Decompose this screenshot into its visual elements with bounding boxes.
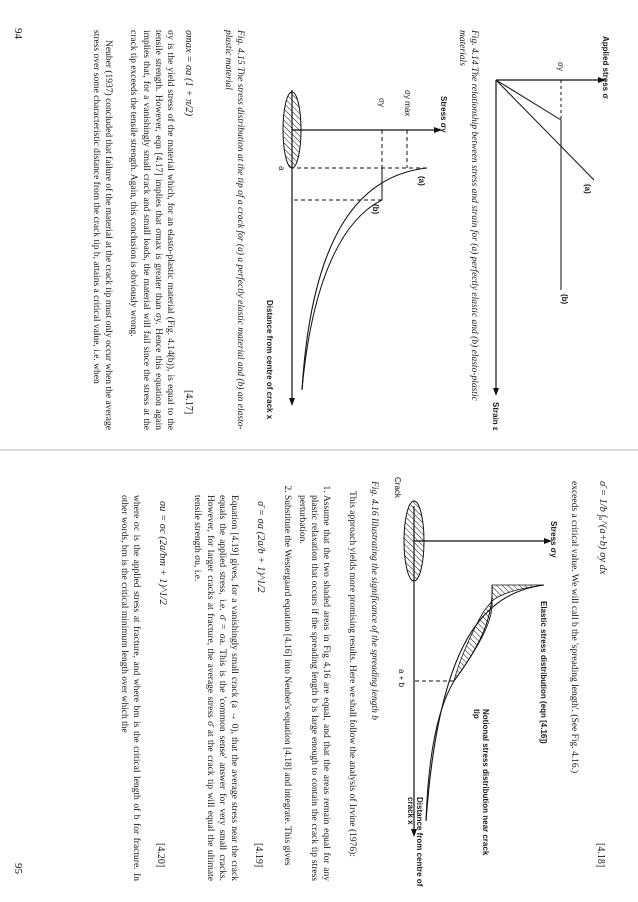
fig416-y-axis-label: Stress σy	[549, 521, 558, 558]
fig414-y-axis-label: Applied stress σ	[601, 36, 610, 99]
eq420: σu = σc (2a/bm + 1)^1/2	[157, 501, 168, 605]
fig416-shaded-a	[492, 585, 544, 601]
fig415-caption: Fig. 4.15 The stress distribution at the tip of a crack for (a) a perfectly elastic material and (b) an elasto-plastic material	[223, 30, 245, 430]
left-para2: Neuber (1937) concluded that failure of the material at the crack tip must only occur when the average stress over some characteristic distance from the crack tip b, attains a critical value, i.e. when	[90, 30, 113, 430]
fig416-crack-label: Crack	[393, 477, 402, 498]
fig415-a-tick: a	[277, 166, 286, 171]
fig416-x-axis-label: Distance from centre of crack x	[406, 797, 424, 887]
fig415-crack	[283, 92, 301, 168]
left-para1: σy is the yield stress of the material which, for an elasto-plastic material (Fig. 4.14(b)), is equal to the tensile strength. However, eqn [4.17] implies that σmax is greater than σy. Hence this equation again implies that, for a vanishingly small crack and small loads, the material will fail since the stress at the crack tip exceeds the tensile strength. Again, this conclusion is obviously wrong.	[128, 30, 175, 430]
right-page	[0, 451, 638, 902]
fig415-diagram	[272, 80, 442, 440]
fig414-line-b	[496, 80, 561, 290]
fig415-y-axis-label: Stress σy	[439, 96, 448, 133]
fig414-line-a	[496, 80, 594, 180]
fig416-notional-label: Notional stress distribution near crack tip	[472, 709, 490, 856]
fig415-curve-a	[302, 168, 427, 390]
fig415-b-label: (b)	[371, 204, 380, 215]
fig415-x-arrow	[289, 398, 295, 406]
fig416-caption: Fig. 4.16 Illustrating the significance of the spreading length b	[369, 481, 379, 720]
fig416-crack	[404, 501, 424, 581]
fig415-x-axis-label: Distance from centre of crack x	[265, 300, 274, 420]
fig414-sigma-y-label: σy	[556, 62, 565, 71]
step-2: 2. Substitute the Westergaard equation [4.16] into Neuber's equation [4.18] and integrate. This gives	[281, 495, 293, 881]
eq419-number: [4.19]	[253, 843, 264, 868]
right-para1: exceeds a critical value. We will call b the 'spreading length'. (See Fig. 4.16.)	[569, 481, 579, 774]
step-1: 1. Assume that the two shaded areas in Fig 4.16 are equal, and that the areas remain equal for any plastic relaxation that occurs if the spreading length b is large enough to contain the crack tip stress perturbation.	[295, 495, 332, 881]
fig414-diagram	[476, 60, 606, 460]
fig415-sigma-max-label: σy max	[403, 90, 412, 117]
fig416-elastic-label: Elastic stress distribution (eqn [4.16])	[539, 601, 548, 744]
fig414-b-label: (b)	[560, 294, 569, 305]
eq417-number: [4.17]	[183, 390, 194, 415]
fig414-x-axis-label: Strain ε	[491, 402, 500, 431]
right-para2: This approach yields more promising results. Here we shall follow the analysis of Irvine (1976):	[347, 491, 357, 857]
fig416-shaded-b	[454, 601, 492, 681]
left-page-number: 94	[12, 28, 24, 39]
fig414-x-arrow	[493, 388, 499, 396]
fig414-a-label: (a)	[583, 184, 592, 194]
steps-list	[281, 481, 332, 881]
eq418-number: [4.18]	[595, 843, 606, 868]
eq417: σmax = σa (1 + π/2)	[183, 30, 194, 117]
eq418: σ̄ = 1/b ∫ₐ^(a+b) σy dx	[597, 481, 608, 575]
eq420-number: [4.20]	[155, 843, 166, 868]
fig415-a-label: (a)	[417, 176, 426, 186]
right-para3: where σc is the applied stress at fracture, and where bm is the critical length of b for fracture. In other words, bm is the critical minimum length over which the	[118, 495, 141, 881]
right-page-number: 95	[12, 863, 24, 874]
step-3: Equation [4.19] gives, for a vanishingly small crack (a → 0), that the average stress near the crack equals the applied stress, i.e. σ̄ = σa. This is the 'common sense' answer for very small cracks. However, for larger cracks at fracture, the average stress σ̄ at the crack tip will equal the ultimate tensile strength σu, i.e.	[192, 495, 239, 881]
fig415-sigma-y-label: σy	[377, 98, 386, 107]
fig414-caption: Fig. 4.14 The relationship between stress and strain for (a) perfectly elastic and (b) elasto-plastic materials	[457, 30, 479, 401]
right-list	[279, 481, 332, 881]
eq419: σ̄ = σa (2a/b + 1)^1/2	[255, 501, 266, 593]
fig416-ab-tick: a + b	[397, 669, 406, 688]
fig415-curve-b	[302, 168, 382, 390]
